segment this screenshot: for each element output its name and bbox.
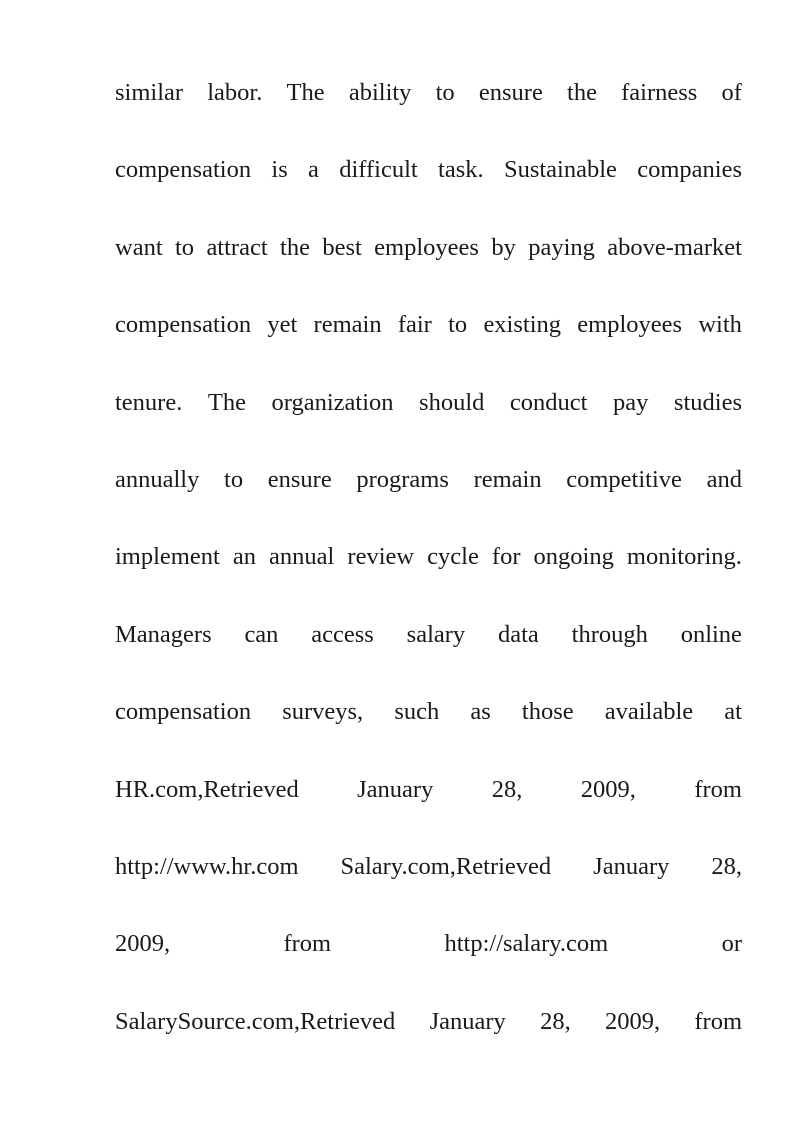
- word: and: [706, 466, 742, 493]
- word: attract: [206, 233, 268, 261]
- word: remain: [473, 466, 542, 493]
- text-line: [115, 388, 742, 418]
- word: SalarySource.com,Retrieved: [115, 1007, 396, 1035]
- text-line: [115, 620, 742, 650]
- word: HR.com,Retrieved: [115, 775, 299, 803]
- word: The: [207, 388, 246, 416]
- word: from: [694, 775, 742, 803]
- text-line: [115, 310, 742, 340]
- word: those: [521, 698, 574, 726]
- word: labor.: [207, 79, 263, 106]
- word: http://www.hr.com: [115, 853, 299, 880]
- word: January: [593, 853, 670, 880]
- word: monitoring.: [626, 543, 742, 571]
- word: want: [115, 233, 163, 261]
- word: compensation: [115, 156, 252, 184]
- word: 28,: [491, 775, 523, 803]
- word: review: [347, 543, 415, 571]
- text-line: [115, 929, 742, 959]
- word: ensure: [267, 466, 332, 493]
- word: Managers: [115, 620, 212, 648]
- word: cycle: [427, 543, 479, 571]
- word: January: [429, 1007, 506, 1035]
- text-line: [115, 542, 742, 572]
- word: conduct: [509, 388, 588, 416]
- word: above-market: [607, 233, 742, 261]
- word: or: [721, 930, 742, 958]
- word: difficult: [339, 156, 418, 184]
- word: organization: [271, 388, 394, 416]
- word: to: [224, 466, 244, 493]
- word: at: [724, 698, 742, 726]
- word: 28,: [711, 853, 742, 880]
- word: salary: [406, 620, 466, 648]
- word: compensation: [115, 698, 252, 726]
- word: a: [308, 156, 319, 184]
- word: an: [232, 543, 256, 571]
- word: by: [491, 233, 516, 261]
- word: implement: [115, 543, 220, 571]
- text-line: [115, 78, 742, 108]
- word: from: [283, 930, 332, 958]
- word: 2009,: [580, 775, 636, 803]
- word: remain: [313, 311, 382, 339]
- text-line: [115, 1007, 742, 1037]
- text-line: [115, 852, 742, 882]
- word: ongoing: [533, 543, 614, 571]
- word: 28,: [540, 1007, 571, 1035]
- word: with: [698, 311, 742, 339]
- word: annually: [115, 466, 200, 493]
- word: January: [357, 775, 434, 803]
- word: programs: [356, 466, 449, 493]
- word: studies: [673, 388, 742, 416]
- word: companies: [637, 156, 742, 184]
- word: existing: [483, 311, 562, 339]
- text-line: [115, 465, 742, 495]
- word: of: [721, 79, 742, 106]
- word: through: [571, 620, 648, 648]
- word: 2009,: [604, 1007, 661, 1035]
- word: available: [604, 698, 694, 726]
- word: task.: [438, 156, 484, 184]
- word: competitive: [566, 466, 682, 493]
- word: yet: [267, 311, 298, 339]
- word: pay: [613, 388, 649, 416]
- word: Sustainable: [503, 156, 617, 184]
- text-line: [115, 155, 742, 185]
- word: from: [694, 1007, 742, 1035]
- word: tenure.: [115, 388, 183, 416]
- word: employees: [577, 311, 683, 339]
- word: can: [244, 620, 279, 648]
- word: annual: [269, 543, 335, 571]
- word: fairness: [621, 79, 698, 106]
- word: paying: [528, 233, 595, 261]
- word: the: [567, 79, 597, 106]
- word: http://salary.com: [444, 930, 609, 958]
- word: should: [419, 388, 485, 416]
- word: best: [322, 233, 362, 261]
- word: ensure: [478, 79, 543, 106]
- text-line: [115, 775, 742, 805]
- word: Salary.com,Retrieved: [340, 853, 552, 880]
- word: to: [175, 233, 195, 261]
- word: to: [448, 311, 468, 339]
- word: the: [280, 233, 310, 261]
- word: The: [286, 79, 325, 106]
- word: fair: [397, 311, 432, 339]
- word: compensation: [115, 311, 252, 339]
- word: to: [435, 79, 455, 106]
- word: as: [470, 698, 491, 726]
- text-line: [115, 233, 742, 263]
- word: ability: [348, 79, 412, 106]
- word: 2009,: [115, 930, 171, 958]
- word: similar: [115, 79, 184, 106]
- word: surveys,: [282, 698, 364, 726]
- word: for: [491, 543, 521, 571]
- word: is: [271, 156, 288, 184]
- word: access: [311, 620, 374, 648]
- word: data: [498, 620, 539, 648]
- word: such: [394, 698, 440, 726]
- word: employees: [374, 233, 479, 261]
- word: online: [680, 620, 742, 648]
- text-line: [115, 697, 742, 727]
